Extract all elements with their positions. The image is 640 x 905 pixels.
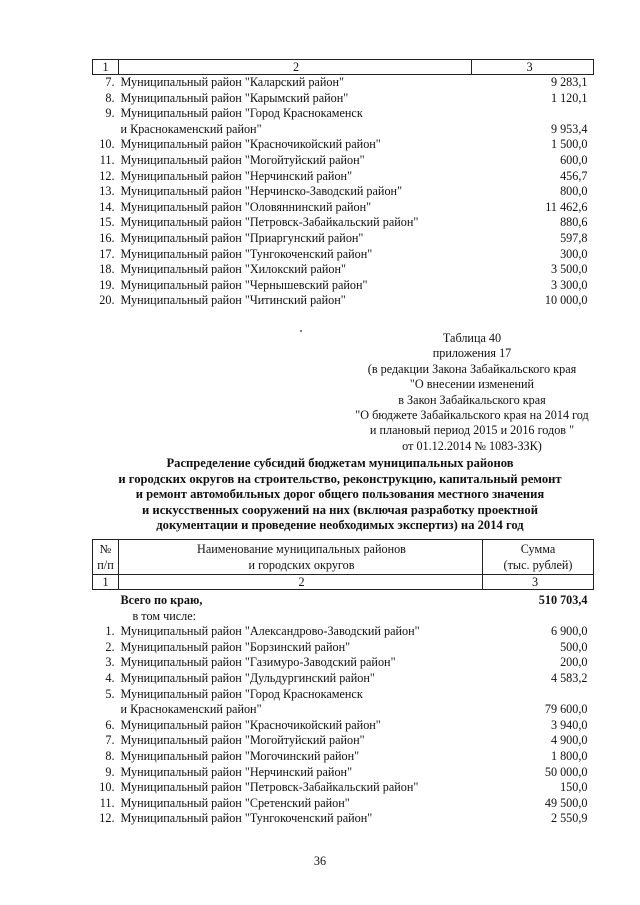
table-row [93,796,594,812]
row-name-line: Муниципальный район "Петровск-Забайкальский район" [120,215,419,230]
total-label: Всего по краю, [120,593,203,607]
row-value: 4 900,0 [550,733,588,748]
row-number: 12. [99,168,115,183]
row-value: 3 500,0 [550,262,588,277]
row-name-line: Муниципальный район "Город Краснокаменск [120,686,363,701]
row-name-line: Муниципальный район "Хилокский район" [120,262,346,277]
table-row [93,106,594,137]
header-name-1: Наименование муниципальных районов [197,542,406,556]
title-line: Распределение субсидий бюджетам муниципальных районов [166,456,514,470]
row-name [119,796,483,812]
row-number: 5. [105,686,115,701]
row-name-line: Муниципальный район "Город Краснокаменск [120,106,363,121]
row-number: 18. [99,262,115,277]
row-number: 2. [105,639,115,654]
row-number: 9. [105,106,115,121]
table-row [93,811,594,827]
row-value: 1 800,0 [550,748,588,763]
annotation-line: и плановый период 2015 и 2016 годов " [369,423,575,438]
row-name [119,231,472,247]
row-value: 800,0 [560,184,588,199]
table-row [93,718,594,734]
title-line: и городских округов на строительство, реконструкцию, капитальный ремонт [118,471,562,486]
row-name-line: Муниципальный район "Читинский район" [120,293,346,308]
row-name-line: Муниципальный район "Александрово-Заводский район" [120,624,420,639]
row-number: 19. [99,277,115,292]
annotation-line: приложения 17 [432,346,512,361]
table-row [93,687,594,718]
table-row [93,184,594,200]
row-value: 597,8 [560,230,588,245]
row-name [119,293,472,309]
row-name-line: Муниципальный район "Газимуро-Заводский район" [120,655,396,670]
annotation-block [322,331,622,454]
row-value: 150,0 [560,780,588,795]
main-table-index-row [93,575,594,590]
row-value: 9 283,1 [550,75,588,89]
table-row [93,137,594,153]
row-name [119,247,472,263]
row-value: 9 953,4 [550,121,588,136]
table-row [93,293,594,309]
row-value: 880,6 [560,215,588,230]
row-value: 11 462,6 [545,199,588,214]
title-line: и ремонт автомобильных дорог общего пользования местного значения [135,487,545,502]
row-name [119,718,483,734]
row-name-line: Муниципальный район "Нерчинский район" [120,168,353,183]
annotation-line: Таблица 40 [442,331,502,345]
main-table [92,539,594,827]
row-name [119,200,472,216]
row-name [119,91,472,107]
row-number: 8. [105,748,115,763]
row-name-line: Муниципальный район "Карымский район" [120,90,349,105]
header-name [119,540,483,575]
row-value: 1 500,0 [550,137,588,152]
index-cell-2: 2 [119,575,483,590]
total-value: 510 703,4 [538,593,588,607]
top-table-index-row [93,60,594,75]
index-cell-3: 3 [483,575,594,590]
page-number: 36 [313,854,327,868]
row-name [119,262,472,278]
row-value: 2 550,9 [550,811,588,826]
row-value: 300,0 [560,246,588,261]
table-row [93,780,594,796]
row-value: 1 120,1 [550,90,588,105]
row-name-line-2: и Краснокаменский район" [120,121,262,136]
row-number: 20. [99,293,115,308]
table-row [93,278,594,294]
table-row [93,640,594,656]
row-number: 1. [105,624,115,639]
table-row [93,169,594,185]
header-num-1: № [99,542,112,556]
row-name-line: Муниципальный район "Борзинский район" [120,639,351,654]
row-name [119,215,472,231]
row-name [119,811,483,827]
row-number: 11. [99,152,115,167]
row-name-line: Муниципальный район "Дульдургинский район" [120,670,375,685]
title-line: документации и проведение необходимых экспертиз) на 2014 год [156,518,524,533]
row-value: 200,0 [560,655,588,670]
table-row [93,262,594,278]
row-name-line-2: и Краснокаменский район" [120,702,262,717]
table-row [93,733,594,749]
row-value: 4 583,2 [550,670,588,685]
row-number: 14. [99,199,115,214]
row-number: 9. [105,764,115,779]
row-number: 7. [105,733,115,748]
index-cell-1: 1 [93,575,119,590]
row-name-line: Муниципальный район "Красночикойский район" [120,137,381,152]
header-sum-2: (тыс. рублей) [503,558,573,572]
row-value: 600,0 [560,152,588,167]
row-number: 15. [99,215,115,230]
row-name-line: Муниципальный район "Нерчинский район" [120,764,353,779]
annotation-line: от 01.12.2014 № 1083-ЗЗК) [402,438,542,453]
row-name [119,733,483,749]
row-number: 16. [99,230,115,245]
row-name [119,106,472,137]
title-line: и искусственных сооружений на них (включая разработку проектной [142,502,538,517]
row-name [119,780,483,796]
document-title [40,456,640,534]
row-number: 8. [105,90,115,105]
table-row [93,247,594,263]
including-label: в том числе: [132,608,197,623]
stray-dot [300,330,302,332]
row-name [119,671,483,687]
table-row [93,749,594,765]
row-name-line: Муниципальный район "Каларский район" [120,75,344,89]
header-sum [483,540,594,575]
row-number: 7. [105,75,115,89]
main-table-header [93,540,594,575]
row-name [119,184,472,200]
header-num [93,540,119,575]
row-name [119,765,483,781]
row-name-line: Муниципальный район "Тунгокоченский район" [120,246,373,261]
including-row [93,609,594,625]
table-row [93,91,594,107]
row-name [119,278,472,294]
row-value: 49 500,0 [544,795,588,810]
row-number: 10. [99,137,115,152]
row-value: 3 300,0 [550,277,588,292]
top-table [92,59,594,309]
row-value: 500,0 [560,639,588,654]
row-name [119,624,483,640]
table-row [93,200,594,216]
table-row [93,231,594,247]
row-name-line: Муниципальный район "Могочинский район" [120,748,360,763]
index-cell-3: 3 [472,60,594,75]
table-row [93,671,594,687]
row-name [119,687,483,718]
header-name-2: и городских округов [248,558,355,572]
row-number: 3. [105,655,115,670]
row-number: 12. [99,811,115,826]
row-value: 79 600,0 [544,702,588,717]
row-name [119,655,483,671]
row-value: 456,7 [560,168,588,183]
row-value: 3 940,0 [550,717,588,732]
table-row [93,624,594,640]
annotation-line: "О бюджете Забайкальского края на 2014 год [355,408,589,423]
row-name [119,153,472,169]
row-name [119,137,472,153]
annotation-line: (в редакции Закона Забайкальского края [367,361,577,376]
row-value: 50 000,0 [544,764,588,779]
annotation-line: в Закон Забайкальского края [398,392,546,407]
table-row [93,153,594,169]
row-name-line: Муниципальный район "Могойтуйский район" [120,733,365,748]
annotation-line: "О внесении изменений [409,377,535,392]
total-row [93,590,594,609]
table-row [93,655,594,671]
index-cell-1: 1 [93,60,119,75]
table-row [93,215,594,231]
row-number: 17. [99,246,115,261]
row-name-line: Муниципальный район "Оловяннинский район" [120,199,372,214]
row-name-line: Муниципальный район "Красночикойский район" [120,717,381,732]
row-number: 13. [99,184,115,199]
row-name-line: Муниципальный район "Нерчинско-Заводский район" [120,184,403,199]
row-value: 6 900,0 [550,624,588,639]
row-name-line: Муниципальный район "Тунгокоченский район" [120,811,373,826]
row-number: 11. [99,795,115,810]
row-name [119,749,483,765]
table-row [93,765,594,781]
row-name-line: Муниципальный район "Приаргунский район" [120,230,364,245]
row-number: 10. [99,780,115,795]
row-name-line: Муниципальный район "Чернышевский район" [120,277,368,292]
row-number: 4. [105,670,115,685]
row-number: 6. [105,717,115,732]
header-num-2: п/п [97,558,114,572]
table-row [93,75,594,91]
row-name [119,75,472,91]
row-name-line: Муниципальный район "Могойтуйский район" [120,152,365,167]
header-sum-1: Сумма [520,542,556,556]
row-name [119,169,472,185]
row-value: 10 000,0 [544,293,588,308]
row-name [119,640,483,656]
index-cell-2: 2 [119,60,472,75]
row-name-line: Муниципальный район "Петровск-Забайкальский район" [120,780,419,795]
row-name-line: Муниципальный район "Сретенский район" [120,795,350,810]
